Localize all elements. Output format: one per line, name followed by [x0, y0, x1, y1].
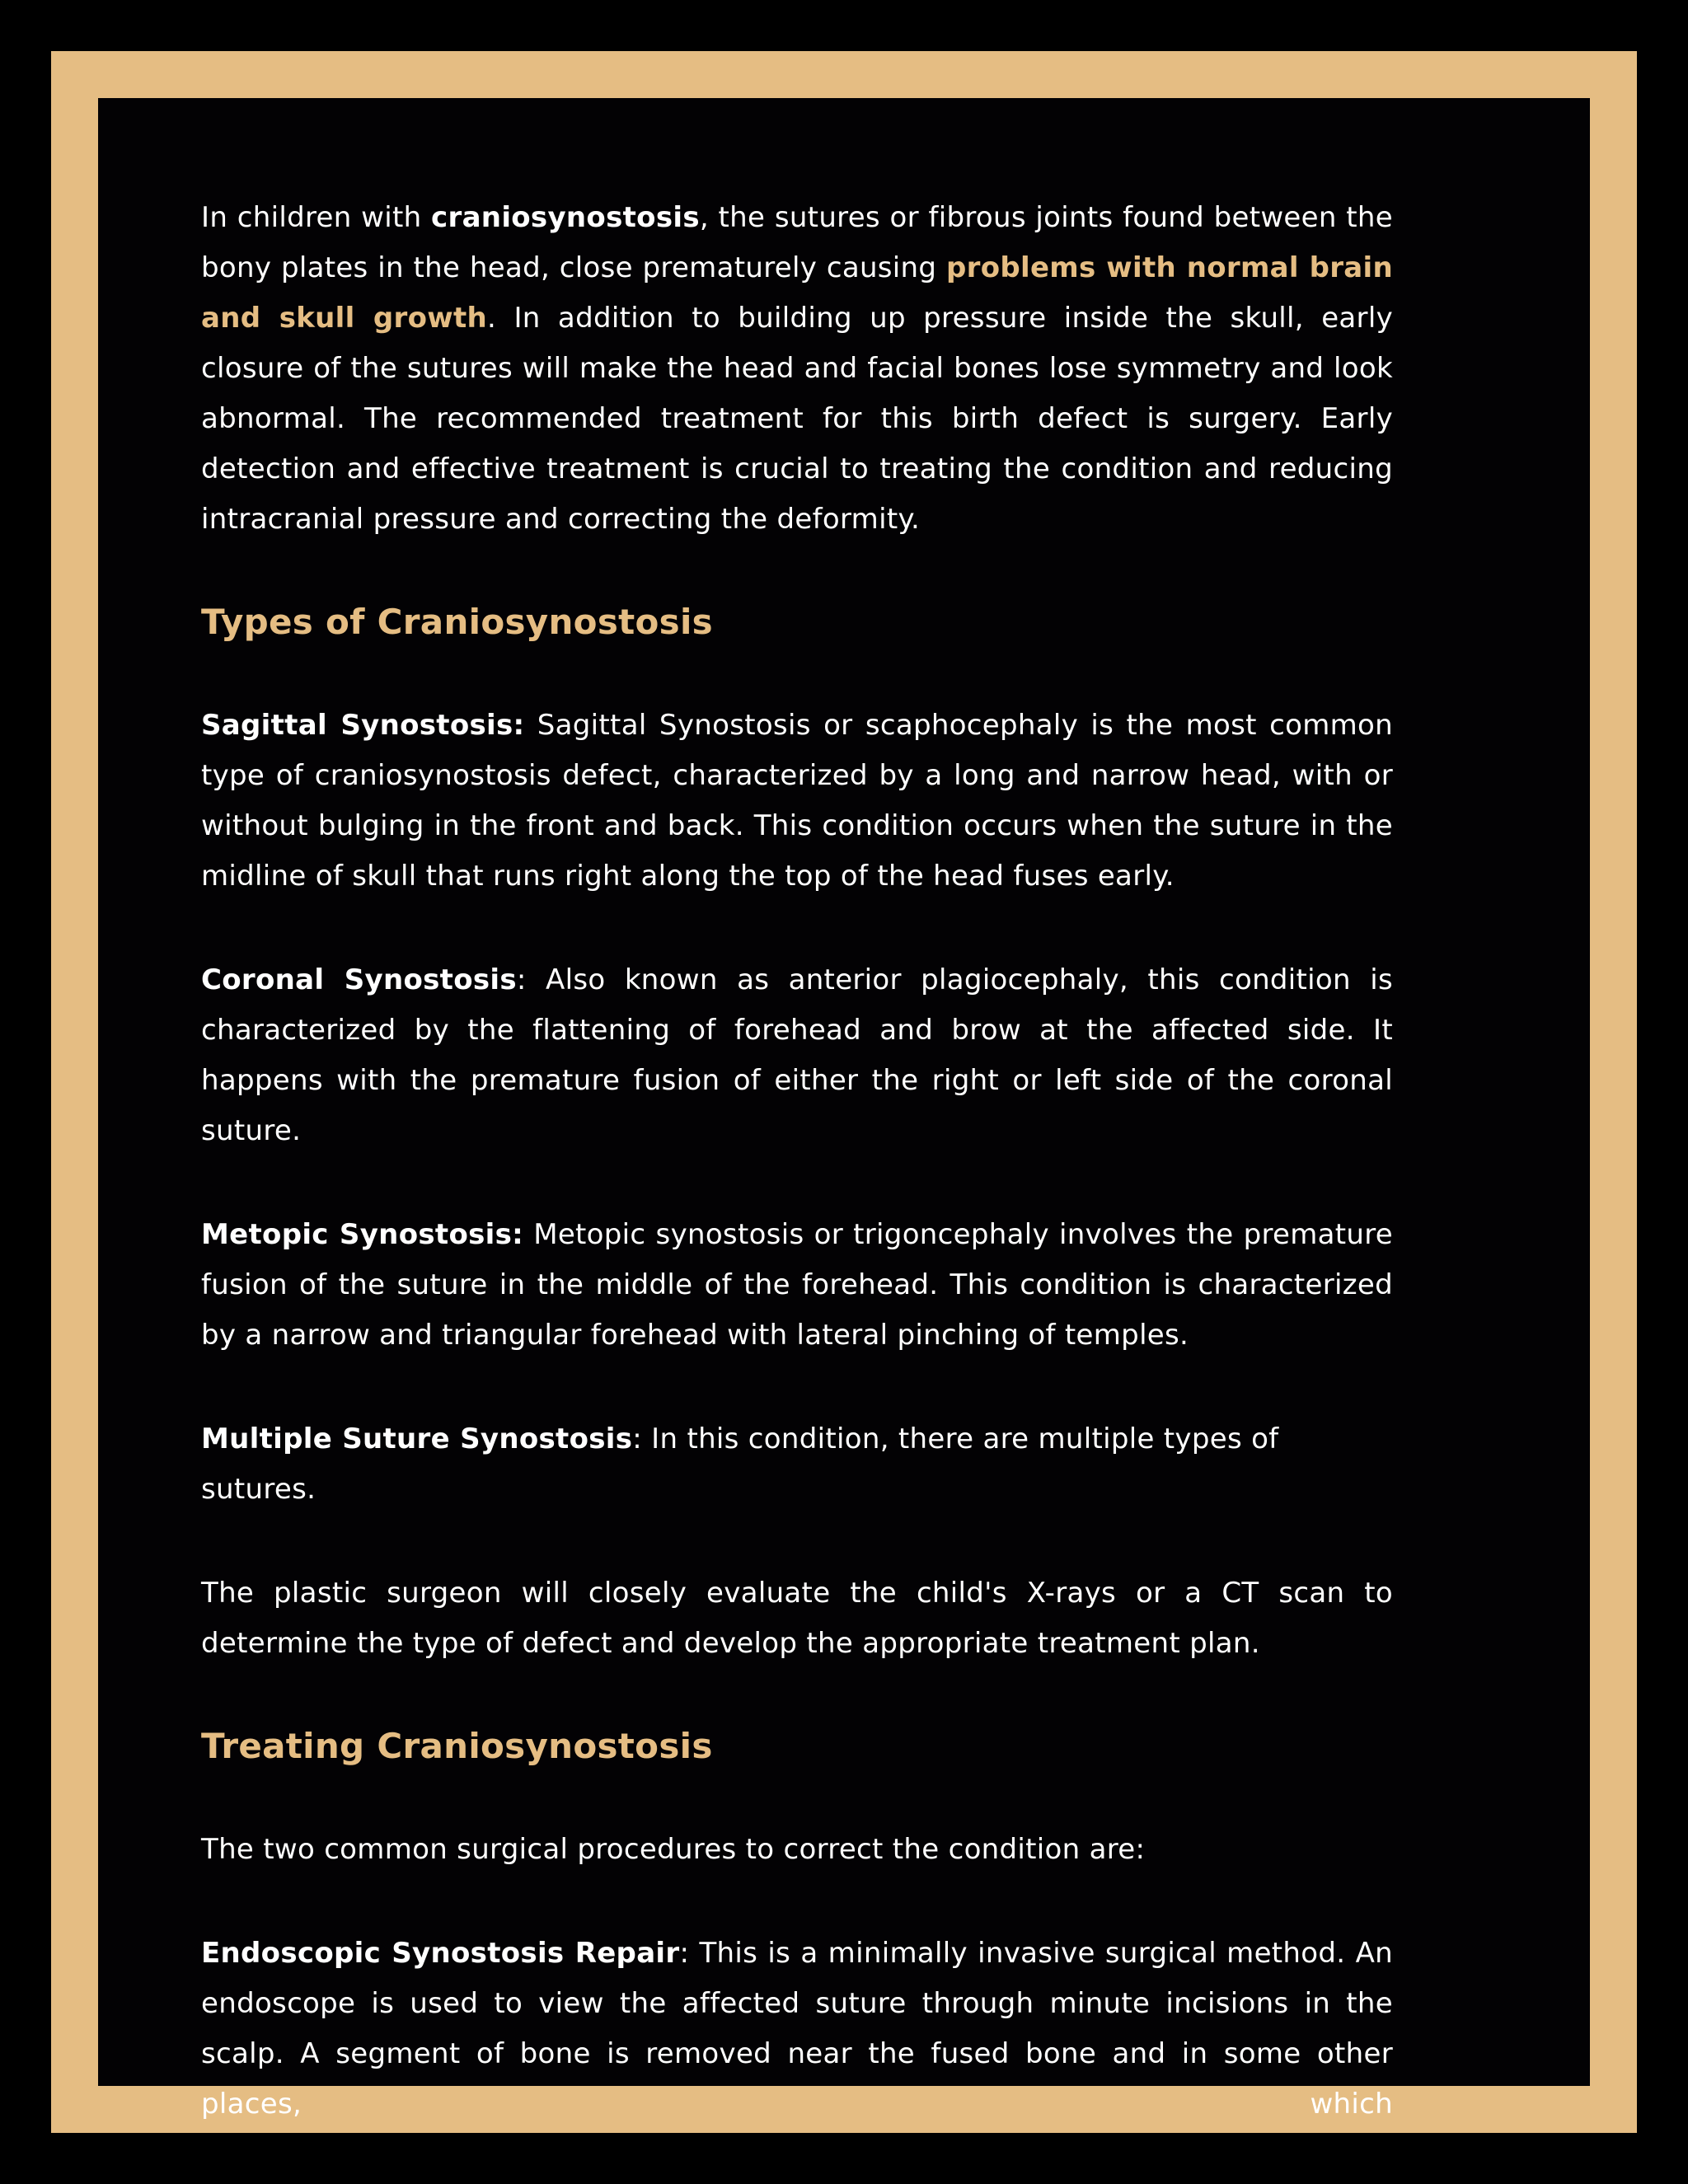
intro-mid: , the sutures or fibrous joints found between the bony plates in the head, close prematurely causing	[201, 201, 1393, 284]
type-metopic-term: Metopic Synostosis:	[201, 1218, 524, 1251]
types-heading: Types of Craniosynostosis	[201, 602, 713, 642]
type-metopic-text: Metopic synostosis or trigoncephaly involves the premature fusion of the suture in the middle of the forehead. This condition is characterized by a narrow and triangular forehead with lateral pinching of temples.	[201, 1218, 1393, 1352]
treating-intro: The two common surgical procedures to correct the condition are:	[201, 1833, 1146, 1866]
type-coronal-text: : Also known as anterior plagiocephaly, this condition is characterized by the flattening of forehead and brow at the affected side. It happens with the premature fusion of either the right or left side of the coronal suture.	[201, 963, 1393, 1147]
procedure-endoscopic-term: Endoscopic Synostosis Repair	[201, 1937, 680, 1970]
type-coronal-term: Coronal Synostosis	[201, 963, 517, 996]
treating-heading: Treating Craniosynostosis	[201, 1726, 713, 1766]
intro-highlight: problems with normal brain and skull growth	[201, 251, 1393, 335]
type-multiple	[201, 1414, 1393, 1515]
article-body	[201, 193, 1393, 2130]
type-sagittal-text: Sagittal Synostosis or scaphocephaly is the most common type of craniosynostosis defect, characterized by a long and narrow head, with or without bulging in the front and back. This condition occurs when the suture in the midline of skull that runs right along the top of the head fuses early.	[201, 709, 1393, 893]
evaluation-paragraph: The plastic surgeon will closely evaluate the child's X-rays or a CT scan to determine the type of defect and develop the appropriate treatment plan.	[201, 1577, 1393, 1660]
procedure-endoscopic-text: : This is a minimally invasive surgical method. An endoscope is used to view the affected suture through minute incisions in the scalp. A segment of bone is removed near the fused bone and in some other places, which	[201, 1937, 1394, 2121]
type-coronal	[201, 955, 1393, 1156]
type-sagittal-term: Sagittal Synostosis:	[201, 709, 525, 742]
type-sagittal	[201, 701, 1393, 902]
type-metopic	[201, 1210, 1393, 1361]
intro-paragraph	[201, 193, 1393, 545]
intro-term: craniosynostosis	[431, 201, 700, 234]
intro-rest: . In addition to building up pressure inside the skull, early closure of the sutures will make the head and facial bones lose symmetry and look abnormal. The recommended treatment for this birth defect is surgery. Early detection and effective treatment is crucial to treating the condition and reducing intracranial pressure and correcting the deformity.	[201, 302, 1393, 536]
type-multiple-term: Multiple Suture Synostosis	[201, 1422, 633, 1455]
procedure-endoscopic	[201, 1929, 1393, 2130]
intro-prefix: In children with	[201, 201, 432, 234]
type-multiple-text: : In this condition, there are multiple types of sutures.	[201, 1422, 1279, 1506]
